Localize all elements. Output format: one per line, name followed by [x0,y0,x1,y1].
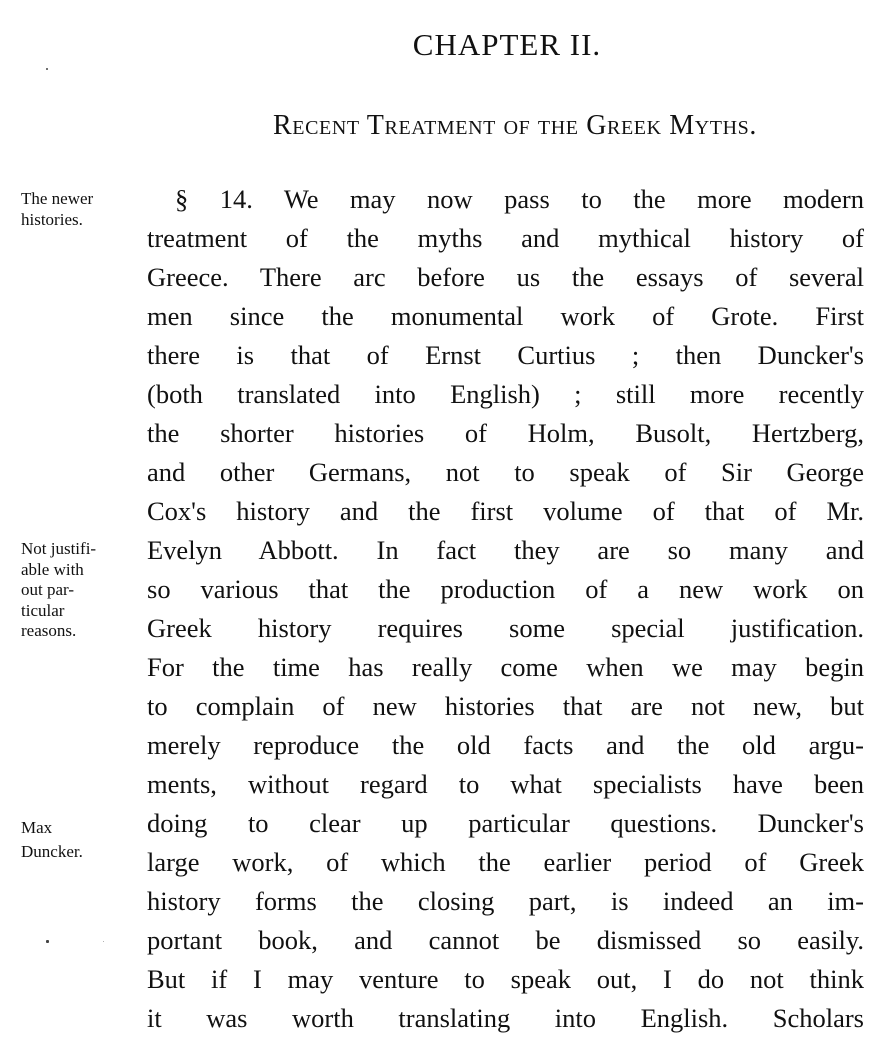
text-line: Greece. There arc before us the essays of several [147,262,864,292]
scan-speck [46,68,48,70]
text-line: so various that the production of a new work on [147,574,864,604]
text-line: For the time has really come when we may begin [147,652,864,682]
margin-note-not-justifiable [21,539,136,642]
text-line: men since the monumental work of Grote. First [147,301,864,331]
text-line: portant book, and cannot be dismissed so easily. [147,925,864,955]
chapter-heading: CHAPTER II. [412,27,602,62]
margin-note-line: ticular [21,600,65,620]
text-line: Greek history requires some special justification. [147,613,864,643]
margin-note-newer-histories [21,188,136,230]
scan-speck [46,940,49,943]
text-line: the shorter histories of Holm, Busolt, Hertzberg, [147,418,864,448]
text-line: treatment of the myths and mythical history of [147,223,864,253]
margin-note-line: The newer [21,189,94,208]
text-line: large work, of which the earlier period of Greek [147,847,864,877]
text-line: and other Germans, not to speak of Sir George [147,457,864,487]
text-line: to complain of new histories that are not new, but [147,691,864,721]
margin-note-line: reasons. [21,621,77,640]
text-line: Evelyn Abbott. In fact they are so many and [147,535,864,565]
text-line: merely reproduce the old facts and the old argu- [147,730,864,760]
margin-note-line: out par- [21,580,75,599]
margin-note-max-duncker [21,816,136,864]
margin-note-line: Max [21,818,53,837]
text-line: history forms the closing part, is indeed an im- [147,886,864,916]
text-line: it was worth translating into English. Scholars [147,1003,864,1033]
text-line: § 14. We may now pass to the more modern [175,184,864,214]
margin-note-line: Duncker. [21,842,83,861]
text-line: there is that of Ernst Curtius ; then Duncker's [147,340,864,370]
text-line: Cox's history and the first volume of that of Mr. [147,496,864,526]
margin-note-line: Not justifi- [21,539,97,558]
text-line: ments, without regard to what specialists have been [147,769,864,799]
text-line: But if I may venture to speak out, I do not think [147,964,864,994]
scan-speck [103,941,104,942]
margin-note-line: histories. [21,210,83,229]
text-line: doing to clear up particular questions. Duncker's [147,808,864,838]
text-line: (both translated into English) ; still more recently [147,379,864,409]
section-title: Recent Treatment of the Greek Myths. [273,110,757,141]
body-text [147,180,864,1038]
margin-note-line: able with [21,559,84,579]
